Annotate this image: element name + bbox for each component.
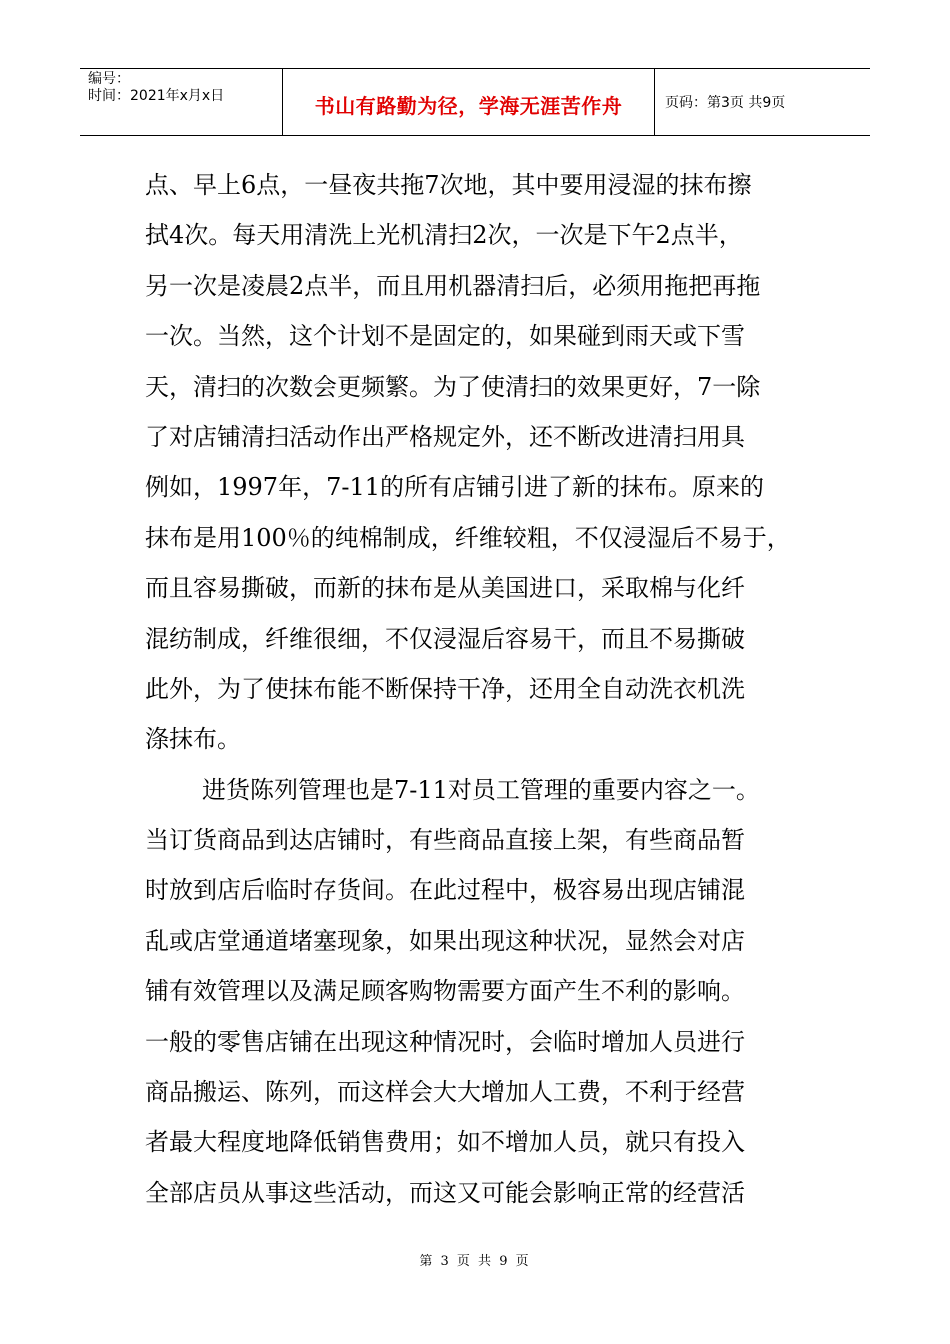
text-line: 另一次是凌晨2点半，而且用机器清扫后，必须用拖把再拖 xyxy=(145,271,761,300)
paragraph-2 xyxy=(145,765,835,1219)
text-line: 一般的零售店铺在出现这种情况时，会临时增加人员进行 xyxy=(145,1027,745,1056)
paragraph-1 xyxy=(145,160,835,765)
header-meta-cell xyxy=(80,69,283,135)
header-page-cell xyxy=(655,69,870,135)
text-line: 时放到店后临时存货间。在此过程中，极容易出现店铺混 xyxy=(145,876,745,905)
text-line: 此外，为了使抹布能不断保持干净，还用全自动洗衣机洗 xyxy=(145,674,745,703)
text-line: 天，清扫的次数会更频繁。为了使清扫的效果更好，7一除 xyxy=(145,372,761,401)
text-line: 进货陈列管理也是7-11对员工管理的重要内容之一。 xyxy=(202,775,760,804)
text-line: 一次。当然，这个计划不是固定的，如果碰到雨天或下雪 xyxy=(145,322,745,351)
document-date-label: 时间：2021年x月x日 xyxy=(88,88,225,104)
text-line: 铺有效管理以及满足顾客购物需要方面产生不利的影响。 xyxy=(145,977,745,1006)
document-body xyxy=(145,160,835,1218)
header-motto-cell xyxy=(283,69,655,135)
text-line: 当订货商品到达店铺时，有些商品直接上架，有些商品暂 xyxy=(145,826,745,855)
text-line: 者最大程度地降低销售费用；如不增加人员，就只有投入 xyxy=(145,1128,745,1157)
header-motto: 书山有路勤为径，学海无涯苦作舟 xyxy=(314,93,623,118)
page-footer: 第 3 页 共 9 页 xyxy=(419,1254,531,1269)
text-line: 混纺制成，纤维很细，不仅浸湿后容易干，而且不易撕破 xyxy=(145,624,745,653)
text-line: 点、早上6点，一昼夜共拖7次地，其中要用浸湿的抹布擦 xyxy=(145,171,752,199)
text-line: 抹布是用100％的纯棉制成，纤维较粗，不仅浸湿后不易于， xyxy=(145,523,791,552)
text-line: 商品搬运、陈列，而这样会大大增加人工费，不利于经营 xyxy=(145,1078,745,1107)
text-line: 乱或店堂通道堵塞现象，如果出现这种状况，显然会对店 xyxy=(145,926,745,955)
text-line: 例如，1997年，7-11的所有店铺引进了新的抹布。原来的 xyxy=(145,473,764,502)
document-header xyxy=(80,68,870,136)
text-line: 拭4次。每天用清洗上光机清扫2次，一次是下午2点半， xyxy=(145,221,743,250)
document-number-label: 编号： xyxy=(88,71,130,87)
text-line: 了对店铺清扫活动作出严格规定外，还不断改进清扫用具 xyxy=(145,422,745,451)
text-line: 而且容易撕破，而新的抹布是从美国进口，采取棉与化纤 xyxy=(145,574,745,603)
text-line: 涤抹布。 xyxy=(145,725,241,754)
header-page-info: 页码：第3页 共9页 xyxy=(665,95,786,111)
text-line: 全部店员从事这些活动，而这又可能会影响正常的经营活 xyxy=(145,1178,745,1207)
